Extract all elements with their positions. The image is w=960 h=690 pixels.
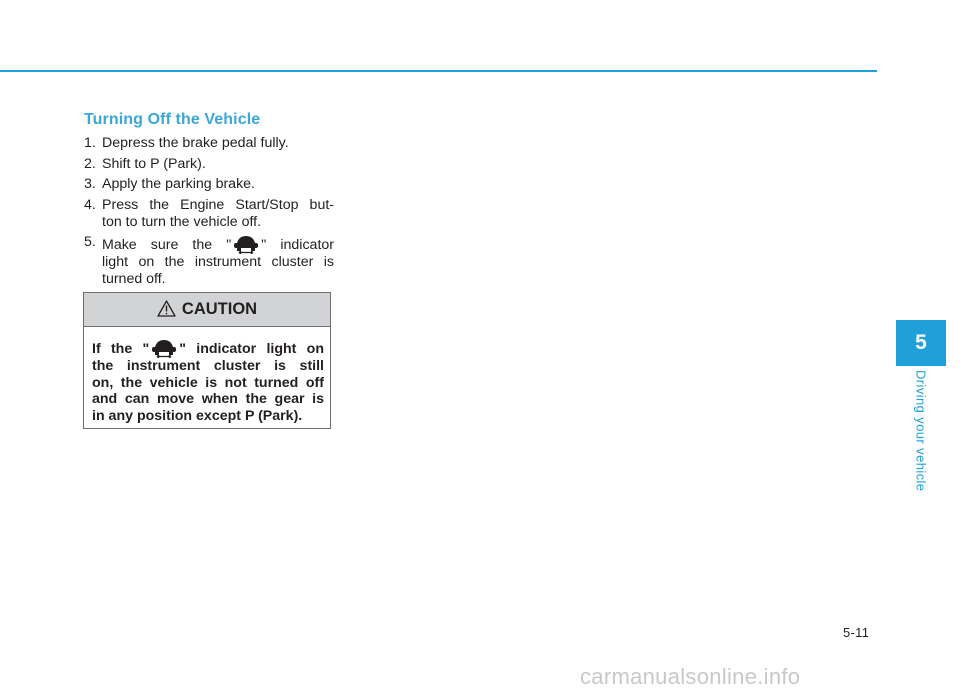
caution-header bbox=[84, 293, 330, 327]
step-number: 2. bbox=[84, 155, 96, 172]
step-number: 4. bbox=[84, 196, 96, 213]
step-text: ton to turn the vehicle off. bbox=[102, 213, 262, 230]
step-4 bbox=[84, 197, 334, 231]
caution-text bbox=[92, 338, 324, 424]
step-1 bbox=[84, 135, 334, 152]
chapter-number: 5 bbox=[915, 331, 927, 354]
caution-box bbox=[83, 292, 331, 429]
step-text: light on the instrument cluster is bbox=[102, 254, 334, 270]
caution-text-pre: If the " bbox=[92, 341, 150, 357]
caution-text-line: and can move when the gear is bbox=[92, 391, 324, 407]
step-text: turned off. bbox=[102, 271, 166, 287]
car-ready-indicator-icon bbox=[149, 338, 179, 358]
section-title: Turning Off the Vehicle bbox=[84, 111, 261, 128]
steps-list bbox=[84, 135, 334, 292]
step-number: 1. bbox=[84, 135, 96, 151]
page-number: 5-11 bbox=[843, 625, 870, 640]
step-text-line bbox=[102, 234, 334, 254]
header-rule bbox=[0, 70, 877, 72]
step-5 bbox=[84, 234, 334, 288]
chapter-title: Driving your vehicle bbox=[913, 370, 929, 492]
warning-triangle-icon bbox=[157, 300, 176, 317]
step-text: Apply the parking brake. bbox=[102, 176, 256, 192]
caution-text-line: the instrument cluster is still bbox=[92, 358, 324, 374]
caution-text-line: on, the vehicle is not turned off bbox=[92, 374, 324, 391]
step-number: 3. bbox=[84, 176, 96, 192]
watermark: carmanualsonline.info bbox=[580, 664, 801, 689]
step-text-pre: Make sure the " bbox=[102, 237, 232, 253]
step-text: Depress the brake pedal fully. bbox=[102, 135, 289, 151]
step-text-post: " indicator bbox=[261, 237, 334, 253]
caution-text-line bbox=[92, 338, 324, 358]
chapter-number-tab bbox=[896, 320, 946, 366]
step-3 bbox=[84, 176, 334, 193]
caution-text-post: " indicator light on bbox=[179, 341, 325, 357]
step-text: Shift to P (Park). bbox=[102, 155, 206, 172]
step-text: Press the Engine Start/Stop but- bbox=[102, 196, 334, 213]
caution-label: CAUTION bbox=[181, 300, 258, 318]
step-number: 5. bbox=[84, 234, 96, 250]
step-2 bbox=[84, 156, 334, 173]
car-ready-indicator-icon bbox=[231, 234, 261, 254]
caution-text-line: in any position except P (Park). bbox=[92, 407, 303, 424]
